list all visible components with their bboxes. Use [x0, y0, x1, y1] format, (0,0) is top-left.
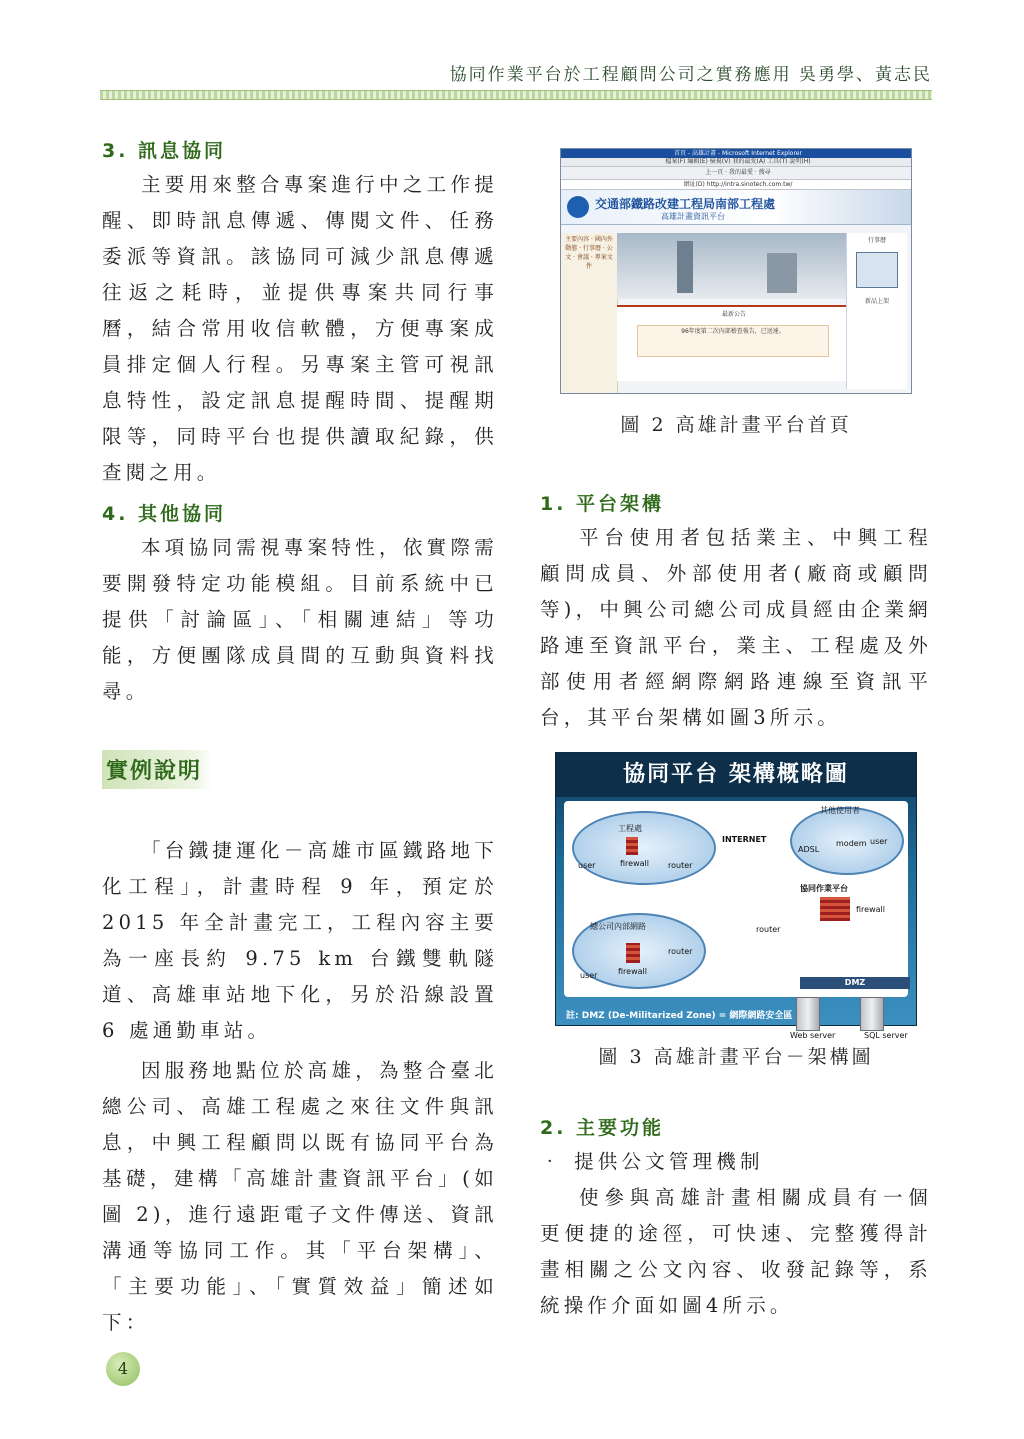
- dmz-bar: DMZ: [800, 977, 910, 989]
- building-image: [767, 253, 797, 293]
- figure-3: [540, 752, 932, 1069]
- section-2-bullet: ‧ 提供公文管理機制: [540, 1150, 764, 1173]
- figure-2-caption: 圖 2 高雄計畫平台首頁: [620, 414, 852, 436]
- platform-router-label: router: [756, 925, 781, 934]
- section-2-body: 使參與高雄計畫相關成員有一個更便捷的途徑，可快速、完整獲得計畫相關之公文內容、收發記錄等，系統操作介面如圖4所示。: [540, 1186, 932, 1317]
- news-title: 最新公告: [721, 311, 746, 318]
- section-title-4: 4. 其他協同: [102, 503, 227, 525]
- office-label: 工程處: [618, 824, 642, 833]
- internal-firewall-label: firewall: [618, 967, 647, 976]
- internal-network-label: 總公司內部網路: [590, 922, 646, 931]
- running-header: 協同作業平台於工程顧問公司之實務應用 吳勇學、黃志民: [449, 65, 932, 85]
- browser-address-bar: 網址(D) http://intra.sinotech.com.tw/: [561, 180, 911, 190]
- sql-server-label: SQL server: [864, 1031, 908, 1040]
- platform-firewall-icon: [820, 897, 850, 921]
- calendar-title: 行事曆: [867, 237, 886, 244]
- section-1-body: 平台使用者包括業主、中興工程顧問成員、外部使用者(廠商或顧問等)，中興公司總公司成員經由企業網路連至資訊平台，業主、工程處及外部使用者經網際網路連線至資訊平台，其平台架構如圖3所示。: [540, 526, 932, 729]
- section-title-1: 1. 平台架構: [540, 493, 665, 515]
- platform-label: 協同作業平台: [800, 884, 848, 893]
- internal-user-label: user: [580, 971, 598, 980]
- right-panel-footer: 新品上架: [864, 298, 889, 305]
- figure-2: [540, 148, 932, 437]
- header-rule: [100, 90, 932, 100]
- platform-homepage-screenshot: [560, 148, 912, 394]
- section-title-2: 2. 主要功能: [540, 1117, 665, 1139]
- example-paragraph-1: 「台鐵捷運化－高雄市區鐵路地下化工程」，計畫時程 9 年，預定於 2015 年全計畫完工，工程內容主要為一座長約 9.75 km 台鐵雙軌隧道、高雄車站地下化，另於沿線設置 6 處通勤車站。: [102, 839, 498, 1042]
- figure-3-caption: 圖 3 高雄計畫平台－架構圖: [598, 1046, 874, 1068]
- section-4-body: 本項協同需視專案特性，依實際需要開發特定功能模組。目前系統中已提供「討論區」、「相關連結」等功能，方便團隊成員間的互動與資料找尋。: [102, 536, 498, 703]
- sql-server-icon: [860, 997, 884, 1031]
- architecture-diagram: [555, 752, 917, 1040]
- section-title-3: 3. 訊息協同: [102, 140, 227, 162]
- page-number: 4: [106, 1352, 140, 1386]
- browser-titlebar: 首頁 - 高雄計畫 - Microsoft Internet Explorer: [561, 149, 911, 158]
- section-3-body: 主要用來整合專案進行中之工作提醒、即時訊息傳遞、傳閱文件、任務委派等資訊。該協同可減少訊息傳遞往返之耗時，並提供專案共同行事曆，結合常用收信軟體，方便專案成員排定個人行程。另專案主管可視訊息特性，設定訊息提醒時間、提醒期限等，同時平台也提供讀取紀錄，供查閱之用。: [102, 173, 498, 484]
- platform-firewall-label: firewall: [856, 905, 885, 914]
- calendar-icon: [856, 252, 898, 288]
- site-news-panel: [617, 305, 851, 381]
- office-firewall-label: firewall: [620, 859, 649, 868]
- external-users-label: 其他使用者: [820, 806, 860, 815]
- modem-label: modem: [836, 839, 867, 848]
- internet-label: INTERNET: [722, 835, 767, 844]
- office-firewall-icon: [626, 837, 638, 855]
- site-banner-title: 交通部鐵路改建工程局南部工程處: [595, 197, 776, 211]
- site-banner-subtitle: 高雄計畫資訊平台: [661, 212, 725, 221]
- office-network-ellipse: [572, 811, 716, 885]
- internal-router-label: router: [668, 947, 693, 956]
- news-note: 96年度第二次內部稽查報告，已送達。: [637, 325, 829, 357]
- site-banner: [561, 190, 911, 225]
- web-server-icon: [796, 997, 820, 1031]
- site-hero-image: [617, 233, 847, 299]
- adsl-label: ADSL: [798, 845, 820, 854]
- web-server-label: Web server: [790, 1031, 836, 1040]
- building-image: [677, 241, 693, 293]
- example-heading: 實例說明: [102, 750, 212, 789]
- site-right-panel: [846, 233, 907, 389]
- external-user-label: user: [870, 837, 888, 846]
- example-paragraph-2: 因服務地點位於高雄，為整合臺北總公司、高雄工程處之來往文件與訊息，中興工程顧問以既有協同平台為基礎，建構「高雄計畫資訊平台」(如圖 2)，進行遠距電子文件傳送、資訊溝通等協同工作。其「平台架構」、「主要功能」、「實質效益」簡述如下：: [102, 1059, 498, 1334]
- railway-logo-icon: [567, 196, 589, 218]
- browser-menubar: 檔案(F) 編輯(E) 檢視(V) 我的最愛(A) 工具(T) 說明(H): [561, 158, 911, 167]
- diagram-title: 協同平台 架構概略圖: [556, 753, 916, 797]
- right-column: [540, 130, 932, 1324]
- site-side-menu: 主要內容 · 國內外動態 · 行事曆 · 公文 · 會議 · 專案文件: [561, 233, 618, 393]
- browser-toolbar: 上一頁 · 我的最愛 · 搜尋: [561, 167, 911, 180]
- office-router-label: router: [668, 861, 693, 870]
- internal-firewall-icon: [626, 943, 640, 963]
- office-user-label: user: [578, 861, 596, 870]
- left-column: [102, 130, 498, 1341]
- diagram-note: 註: DMZ (De-Militarized Zone) = 網際網路安全區: [566, 1011, 793, 1021]
